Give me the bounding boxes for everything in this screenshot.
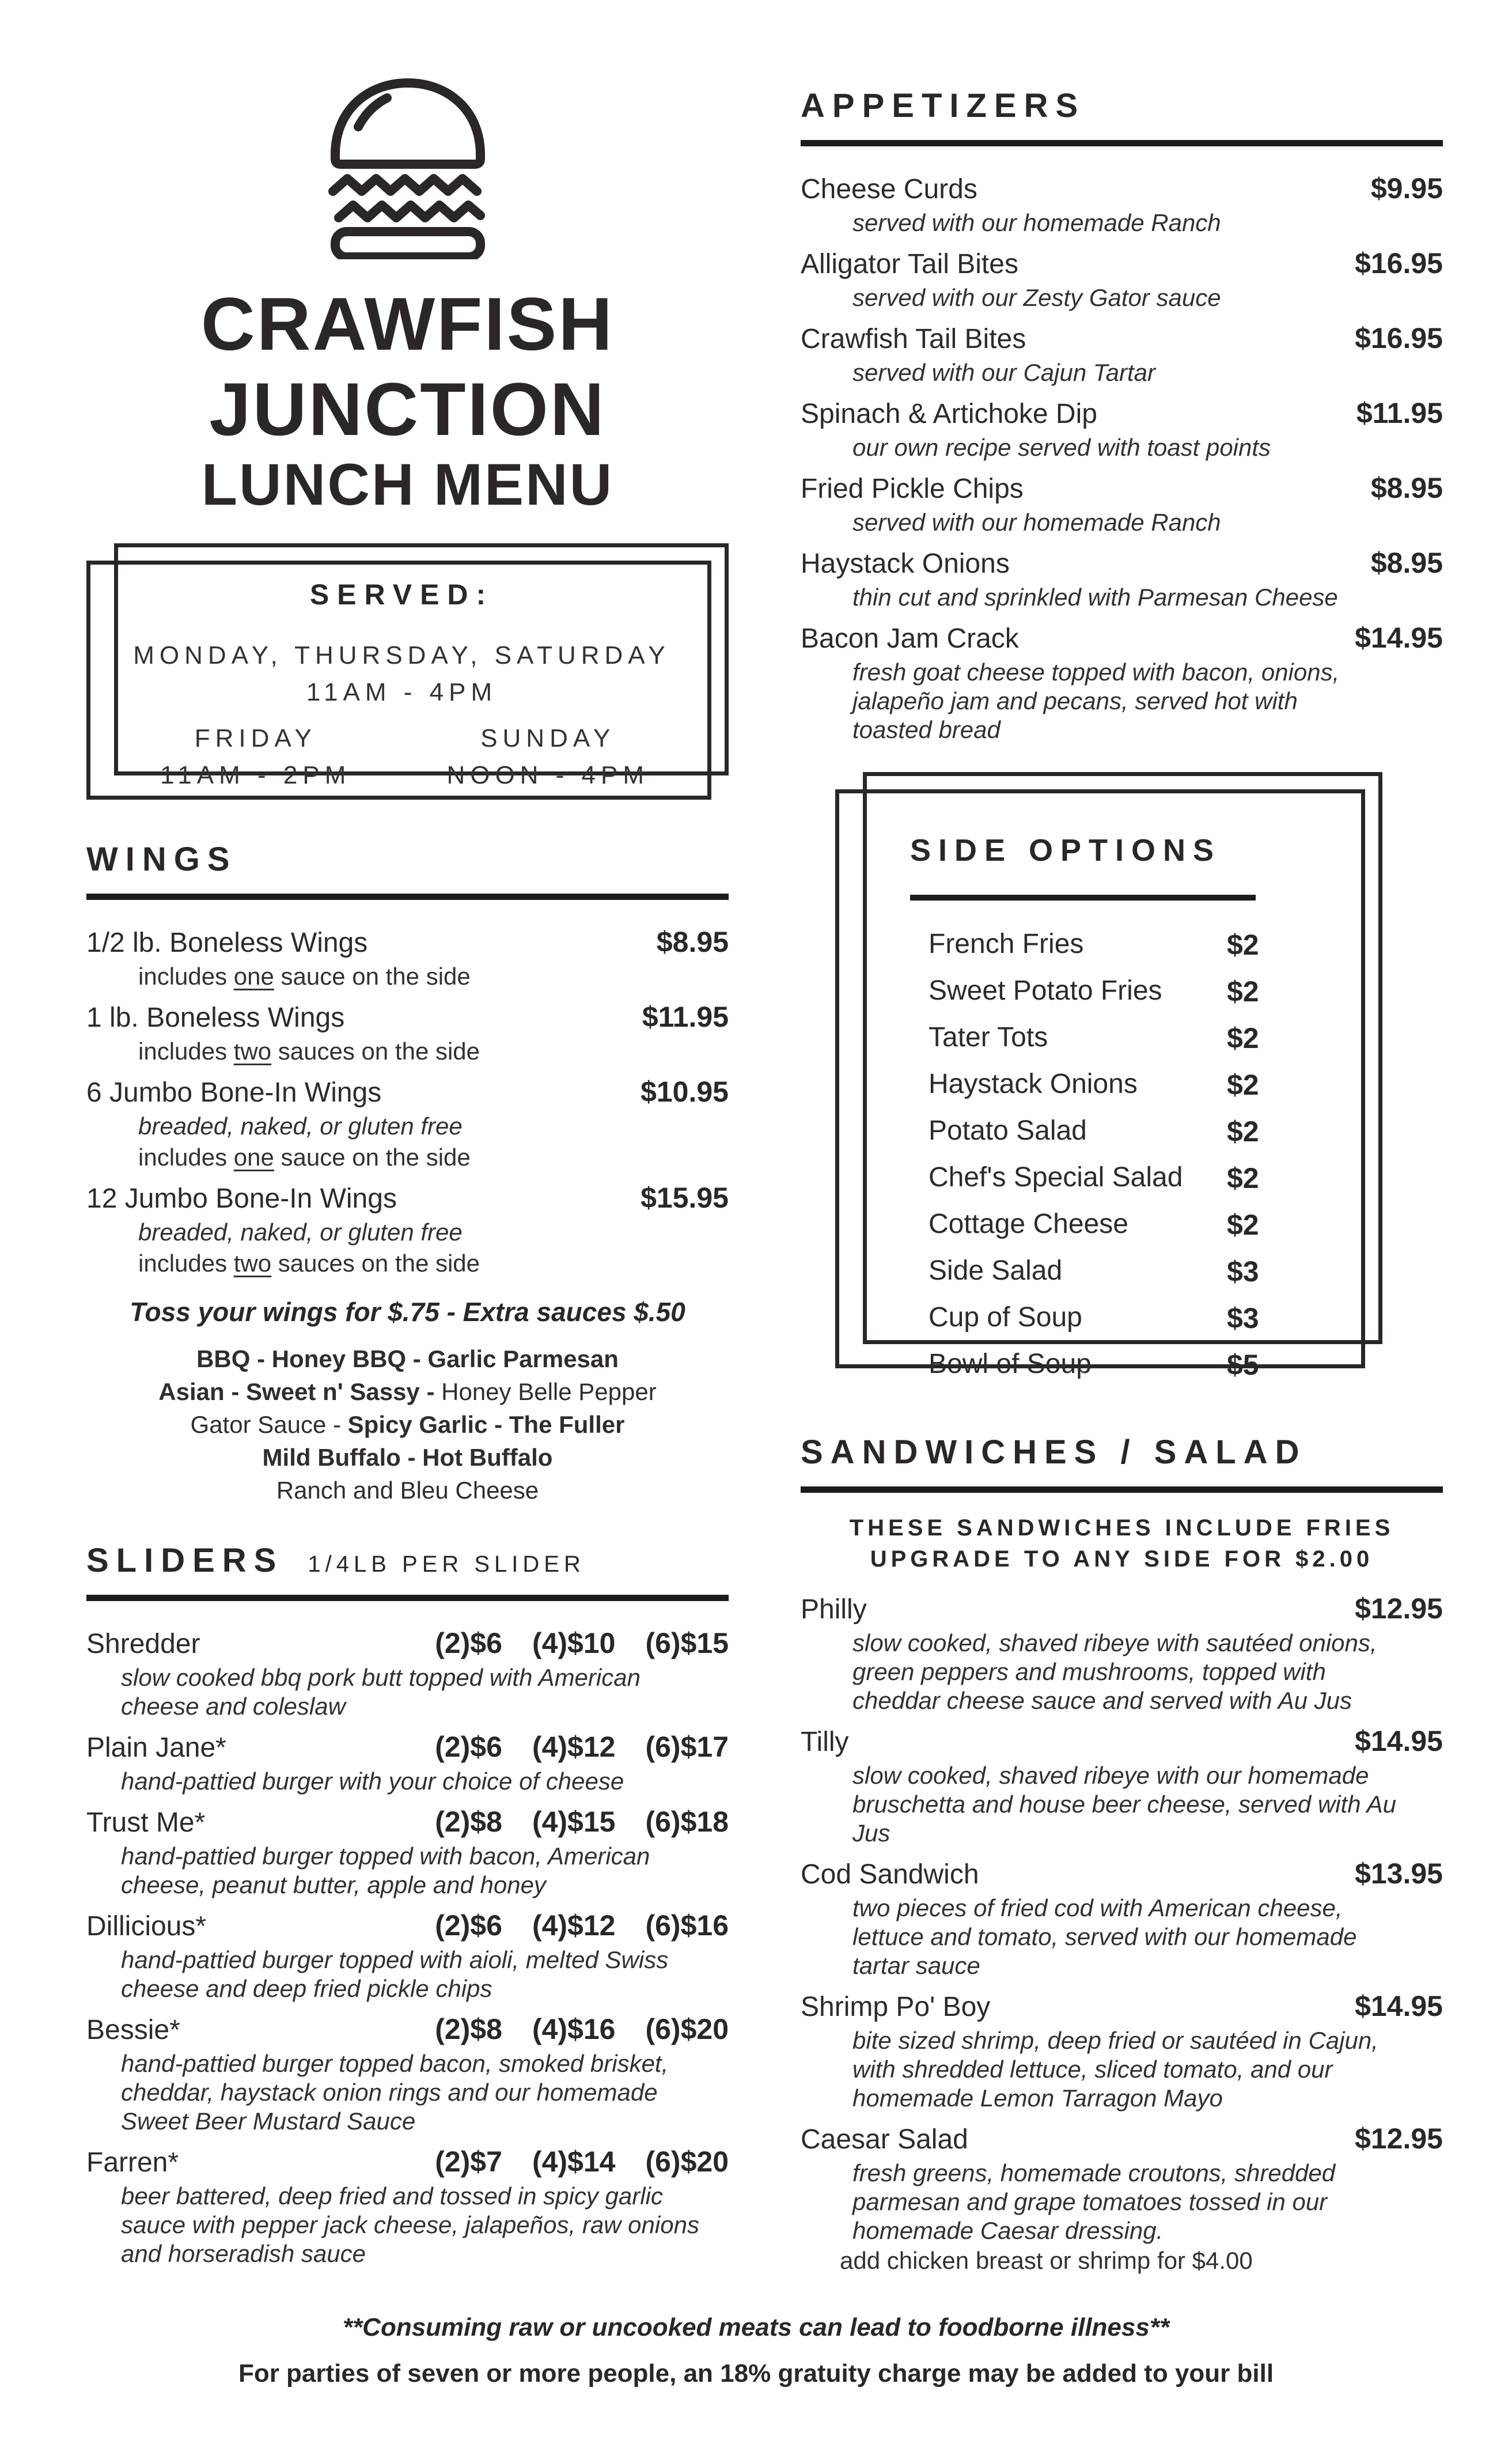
item-price: $12.95 [1355,2123,1443,2155]
item-description: hand-pattied burger with your choice of cheese [121,1768,624,1795]
footer-disclaimers [0,2313,1512,2388]
menu-item-spinach-artichoke-dip [801,396,1443,462]
served-hours-box [86,543,729,800]
item-price-tiers: (2)$8 (4)$15 (6)$18 [435,1806,729,1838]
footer-gratuity-note: For parties of seven or more people, an 18% gratuity charge may be added to your bill [238,2359,1274,2388]
section-divider [86,894,729,900]
served-friday-label: FRIDAY [194,724,317,752]
sauce-line: Gator Sauce - Spicy Garlic - The Fuller [190,1411,625,1438]
menu-item-bacon-jam-crack [801,621,1443,744]
served-days-line: MONDAY, THURSDAY, SATURDAY [133,641,670,669]
item-name: 12 Jumbo Bone-In Wings [86,1183,397,1214]
side-item-price: $3 [1227,1255,1259,1288]
item-description: slow cooked, shaved ribeye with our homemade bruschetta and house beer cheese, served with Au Jus [852,1762,1397,1847]
menu-item-philly [801,1592,1443,1715]
side-item-price: $3 [1227,1302,1259,1334]
item-price: $15.95 [641,1182,729,1214]
sauce-list [86,1342,729,1507]
side-item-name: Cup of Soup [929,1302,1082,1333]
right-column [801,86,1443,2284]
item-description: bite sized shrimp, deep fried or sautéed in Cajun, with shredded lettuce, sliced tomato, and our homemade Lemon Tarragon Mayo [852,2027,1378,2112]
menu-item-bessie [86,2012,729,2136]
sliders-items [86,1626,729,2268]
item-price-tiers: (2)$6 (4)$12 (6)$17 [435,1731,729,1763]
side-item-price: $5 [1227,1349,1259,1381]
item-note: breaded, naked, or gluten free [138,1113,463,1140]
menu-item-shredder [86,1626,729,1721]
item-description: includes one sauce on the side [138,963,471,990]
item-addon-note: add chicken breast or shrimp for $4.00 [840,2247,1253,2274]
section-divider [910,895,1256,901]
brand-name-line2: JUNCTION [209,367,606,451]
served-sunday-time: NOON - 4PM [446,761,650,789]
item-description: served with our Zesty Gator sauce [852,284,1221,311]
sauce-line: Asian - Sweet n' Sassy - Honey Belle Pepper [158,1378,657,1405]
side-item-price: $2 [1227,975,1259,1008]
side-item-name: Chef's Special Salad [929,1162,1183,1193]
left-column [86,63,729,2277]
item-price: $14.95 [1355,622,1443,654]
sandwiches-note [801,1512,1443,1575]
menu-item-wings-12-bone-in [86,1181,729,1278]
menu-item-farren [86,2145,729,2268]
side-options-list [910,928,1313,1382]
section-heading-wings: WINGS [86,841,237,878]
item-price: $13.95 [1355,1857,1443,1890]
served-hours-content [109,578,694,790]
item-note: breaded, naked, or gluten free [138,1219,463,1246]
menu-item-dillicious [86,1909,729,2003]
item-description: includes one sauce on the side [138,1144,471,1171]
menu-item-plain-jane [86,1730,729,1796]
item-price: $8.95 [1370,472,1443,504]
item-description: beer battered, deep fried and tossed in spicy garlic sauce with pepper jack cheese, jalapeños, raw onions and horseradish sauce [121,2182,699,2267]
menu-item-tilly [801,1724,1443,1848]
section-divider [801,1486,1443,1493]
side-item-price: $2 [1227,1209,1259,1241]
item-price: $16.95 [1355,322,1443,354]
item-name: 1 lb. Boneless Wings [86,1002,345,1033]
sliders-heading-text: SLIDERS [86,1542,284,1579]
side-item-price: $2 [1227,1022,1259,1054]
brand-name-line1: CRAWFISH [200,282,615,366]
wings-items [86,925,729,1278]
footer-raw-meat-warning: **Consuming raw or uncooked meats can lead to foodborne illness** [342,2313,1170,2341]
brand-name-line3: LUNCH MENU [201,452,614,517]
item-description: thin cut and sprinkled with Parmesan Cheese [852,584,1338,611]
item-name: Spinach & Artichoke Dip [801,399,1097,429]
item-name: Dillicious* [86,1911,207,1942]
side-item-name: Tater Tots [929,1022,1048,1053]
side-item-price: $2 [1227,1069,1259,1101]
item-name: Philly [801,1594,867,1625]
item-name: Alligator Tail Bites [801,249,1018,279]
menu-item-wings-half-lb [86,925,729,991]
item-description: hand-pattied burger topped bacon, smoked brisket, cheddar, haystack onion rings and our homemade Sweet Beer Mustard Sauce [121,2050,669,2135]
item-description: slow cooked bbq pork butt topped with American cheese and coleslaw [121,1664,641,1720]
side-item-price: $2 [1227,929,1259,961]
sandwiches-note-line2: UPGRADE TO ANY SIDE FOR $2.00 [870,1546,1374,1572]
item-name: 6 Jumbo Bone-In Wings [86,1077,382,1108]
item-price: $11.95 [1356,397,1443,429]
item-name: Cod Sandwich [801,1859,979,1890]
item-name: Cheese Curds [801,174,977,205]
item-name: Caesar Salad [801,2124,968,2155]
served-time-line: 11AM - 4PM [306,678,498,706]
menu-item-cod-sandwich [801,1857,1443,1980]
item-description: fresh greens, homemade croutons, shredded parmesan and grape tomatoes tossed in our homemade Caesar dressing. [852,2159,1336,2244]
menu-item-wings-6-bone-in [86,1075,729,1172]
item-price-tiers: (2)$8 (4)$16 (6)$20 [435,2013,729,2045]
side-item-name: Sweet Potato Fries [929,975,1162,1006]
side-options-content [910,833,1313,1382]
section-divider [86,1595,729,1601]
item-description: served with our homemade Ranch [852,509,1221,536]
section-heading-appetizers: APPETIZERS [801,87,1086,124]
item-price: $14.95 [1355,1990,1443,2022]
item-name: Plain Jane* [86,1732,226,1763]
item-name: Bessie* [86,2015,180,2045]
menu-item-wings-one-lb [86,1000,729,1066]
item-description: hand-pattied burger topped with bacon, American cheese, peanut butter, apple and honey [121,1842,650,1898]
toss-wings-note: Toss your wings for $.75 - Extra sauces $.50 [130,1297,685,1327]
served-heading: SERVED: [309,578,494,611]
item-price-tiers: (2)$7 (4)$14 (6)$20 [435,2146,729,2178]
item-name: Shredder [86,1629,200,1659]
menu-item-trust-me [86,1805,729,1900]
menu-item-haystack-onions [801,546,1443,612]
appetizers-items [801,172,1443,744]
menu-item-fried-pickle-chips [801,471,1443,537]
sauce-line: BBQ - Honey BBQ - Garlic Parmesan [196,1345,619,1372]
item-name: Shrimp Po' Boy [801,1992,991,2022]
menu-item-crawfish-tail-bites [801,321,1443,387]
item-price: $8.95 [1370,547,1443,579]
item-price-tiers: (2)$6 (4)$12 (6)$16 [435,1909,729,1942]
item-price: $8.95 [656,926,729,958]
item-description: includes two sauces on the side [138,1250,480,1277]
item-description: two pieces of fried cod with American cheese, lettuce and tomato, served with our homemade tartar sauce [852,1894,1357,1979]
sauce-line: Ranch and Bleu Cheese [276,1477,539,1504]
item-description: served with our Cajun Tartar [852,359,1156,386]
item-price: $9.95 [1370,172,1443,205]
served-sunday-label: SUNDAY [480,724,616,752]
side-item-name: Bowl of Soup [929,1349,1092,1379]
item-description: served with our homemade Ranch [852,209,1221,236]
sauce-line: Mild Buffalo - Hot Buffalo [262,1444,553,1471]
item-description: our own recipe served with toast points [852,434,1271,461]
menu-item-alligator-tail-bites [801,247,1443,312]
sandwiches-note-line1: THESE SANDWICHES INCLUDE FRIES [849,1515,1394,1541]
side-item-price: $2 [1227,1162,1259,1194]
item-name: Crawfish Tail Bites [801,324,1026,354]
side-item-price: $2 [1227,1115,1259,1148]
sandwiches-items [801,1592,1443,2275]
item-price: $14.95 [1355,1725,1443,1757]
menu-item-shrimp-po-boy [801,1989,1443,2113]
side-item-name: French Fries [929,929,1084,959]
item-name: Tilly [801,1727,849,1757]
burger-icon [319,69,497,259]
item-description: fresh goat cheese topped with bacon, onions, jalapeño jam and pecans, served hot with toasted bread [852,659,1340,743]
section-heading-sliders [86,1541,729,1580]
item-name: Bacon Jam Crack [801,623,1019,654]
item-description: slow cooked, shaved ribeye with sautéed onions, green peppers and mushrooms, topped with cheddar cheese sauce and served with Au Jus [852,1629,1377,1714]
item-price-tiers: (2)$6 (4)$10 (6)$15 [435,1627,729,1659]
item-price: $10.95 [641,1076,729,1108]
side-item-name: Potato Salad [929,1115,1087,1146]
item-name: Trust Me* [86,1807,206,1838]
item-description: includes two sauces on the side [138,1038,480,1065]
item-price: $11.95 [642,1001,729,1033]
served-friday-time: 11AM - 2PM [160,761,351,789]
side-options-box [835,772,1382,1381]
item-name: Farren* [86,2147,179,2178]
item-price: $12.95 [1355,1592,1443,1625]
sliders-subheading: 1/4LB PER SLIDER [308,1552,585,1577]
item-name: 1/2 lb. Boneless Wings [86,928,368,958]
section-divider [801,140,1443,146]
page-title [86,281,729,517]
side-item-name: Haystack Onions [929,1069,1138,1099]
side-item-name: Side Salad [929,1255,1063,1286]
item-description: hand-pattied burger topped with aioli, melted Swiss cheese and deep fried pickle chips [121,1946,669,2002]
menu-item-caesar-salad [801,2122,1443,2275]
menu-item-cheese-curds [801,172,1443,237]
item-price: $16.95 [1355,247,1443,279]
item-name: Haystack Onions [801,548,1010,579]
side-item-name: Cottage Cheese [929,1209,1128,1239]
item-name: Fried Pickle Chips [801,474,1024,504]
section-heading-sandwiches: SANDWICHES / SALAD [801,1433,1307,1471]
section-heading-side-options: SIDE OPTIONS [910,833,1222,868]
